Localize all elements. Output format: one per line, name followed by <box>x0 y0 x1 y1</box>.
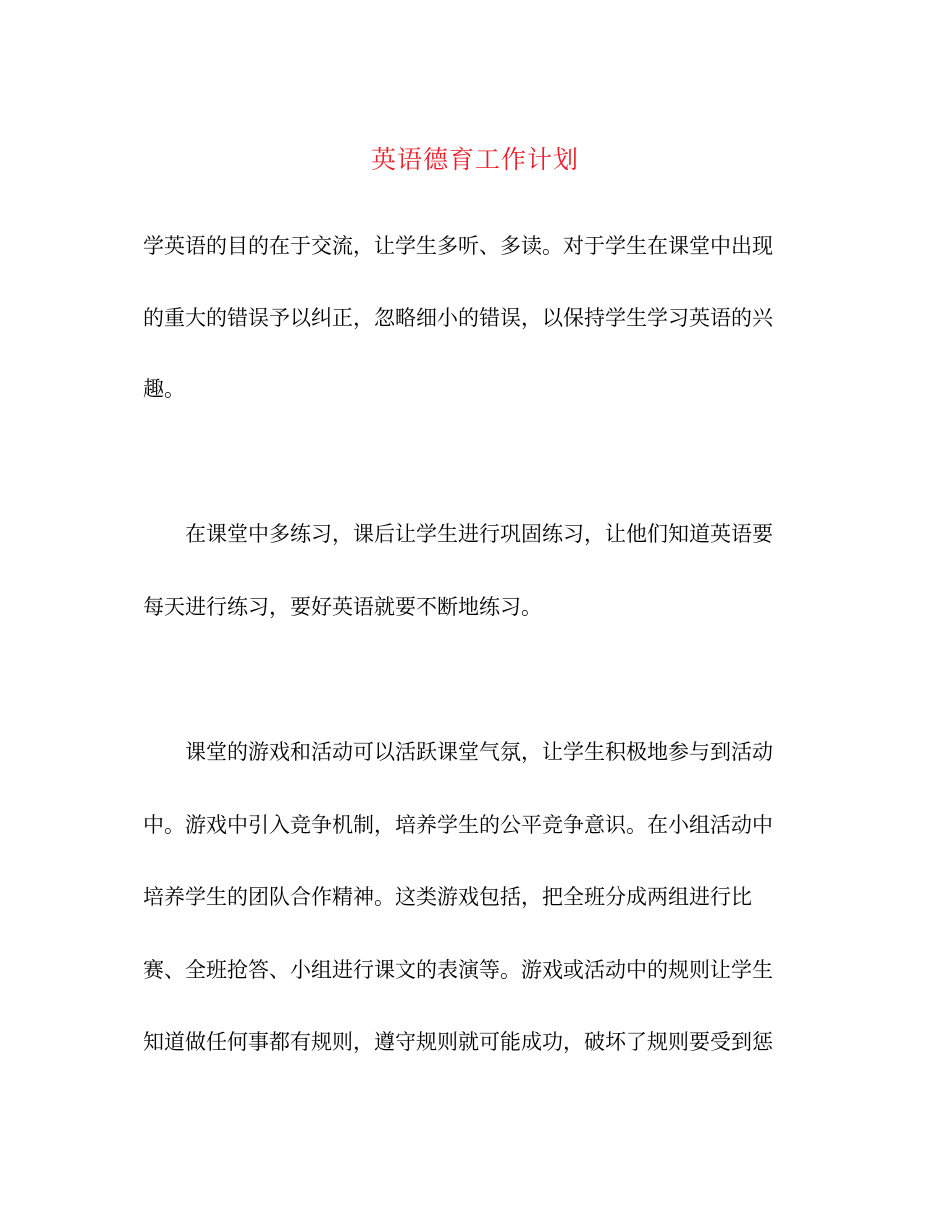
paragraph-3-line-4: 赛、全班抢答、小组进行课文的表演等。游戏或活动中的规则让学生 <box>143 958 773 982</box>
paragraph-1-line-3: 趣。 <box>143 377 185 401</box>
paragraph-2-line-2: 每天进行练习，要好英语就要不断地练习。 <box>143 595 542 619</box>
paragraph-3-line-2: 中。游戏中引入竞争机制，培养学生的公平竞争意识。在小组活动中 <box>143 813 773 837</box>
paragraph-2-line-1: 在课堂中多练习，课后让学生进行巩固练习，让他们知道英语要 <box>185 522 773 546</box>
paragraph-1-line-2: 的重大的错误予以纠正，忽略细小的错误，以保持学生学习英语的兴 <box>143 306 773 330</box>
paragraph-1-line-1: 学英语的目的在于交流，让学生多听、多读。对于学生在课堂中出现 <box>143 234 773 258</box>
paragraph-3-line-3: 培养学生的团队合作精神。这类游戏包括，把全班分成两组进行比 <box>143 885 752 909</box>
document-title: 英语德育工作计划 <box>370 145 579 174</box>
paragraph-3-line-5: 知道做任何事都有规则，遵守规则就可能成功，破坏了规则要受到惩 <box>143 1030 773 1054</box>
paragraph-3-line-1: 课堂的游戏和活动可以活跃课堂气氛，让学生积极地参与到活动 <box>185 740 773 764</box>
